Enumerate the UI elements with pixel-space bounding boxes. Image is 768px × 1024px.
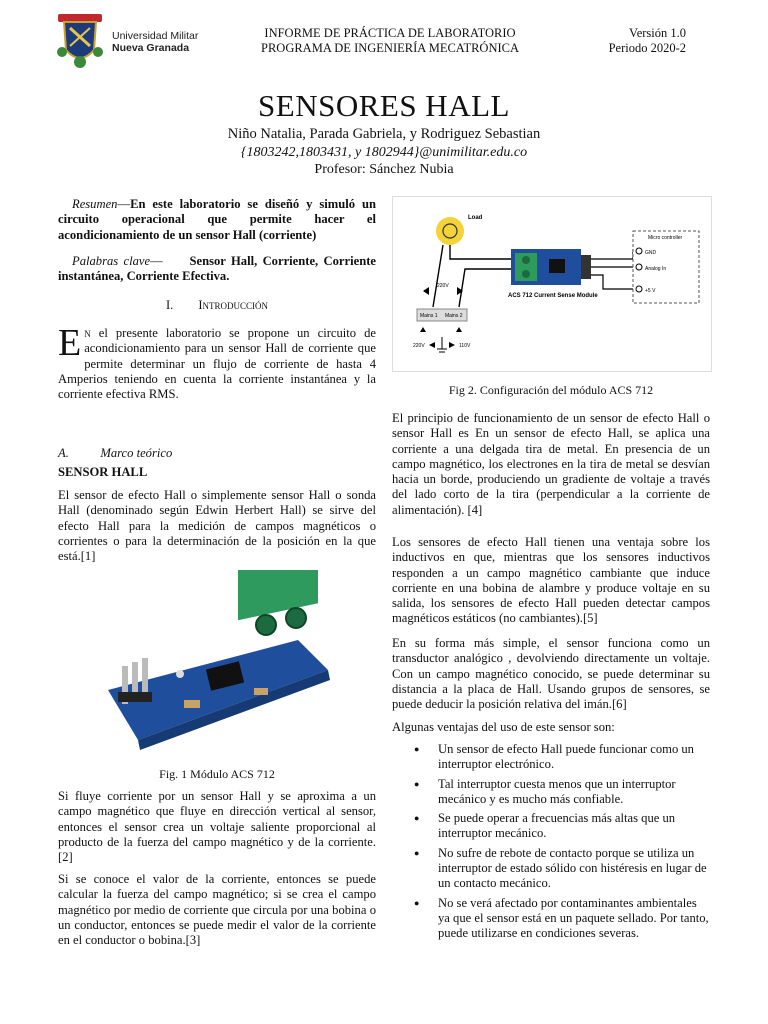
gnd-label: GND [645, 250, 657, 256]
institution-name-line2: Nueva Granada [112, 42, 190, 54]
right-paragraph-1: El principio de funcionamiento de un sensor de efecto Hall o sensor Hall es En un sensor de efecto Hall, se aplica una corriente a una delgada tira de metal. En presencia de un campo magnético, los electrones en la tira de metal se desvían hacia un borde, produciendo un gradiente de voltaje a través del lado corto de la tira (perpendicular a la corriente de alimentación). [4] [392, 411, 710, 517]
professor: Profesor: Sánchez Nubia [314, 162, 454, 177]
header-version: Versión 1.0 [629, 26, 686, 40]
keywords [58, 254, 376, 285]
left-paragraph-2: Si fluye corriente por un sensor Hall y se aproxima a un campo magnético que fluye en dirección vertical al sensor, entonces el sensor crea un voltaje saliente proporcional al producto de la fuerza del campo magnético y de la corriente.[2] [58, 789, 376, 865]
header-right [590, 26, 686, 56]
keywords-label: Palabras clave [72, 254, 151, 268]
figure-1-acs712-image [98, 570, 338, 760]
mains1-label: Mains 1 [420, 313, 438, 319]
list-item: ● Un sensor de efecto Hall puede funcionar como un interruptor electrónico. [392, 742, 710, 773]
v2-label: 220V [413, 343, 425, 349]
figure-2-diagram [392, 196, 712, 372]
figure-2-caption: Fig 2. Configuración del módulo ACS 712 [448, 383, 654, 397]
section-title: Introducción [198, 298, 268, 312]
right-paragraph-3: En su forma más simple, el sensor funciona como un transductor analógico , devolviendo directamente un voltaje. Con un campo magnético conocido, se puede determinar su distancia a la placa de Hall. Usando grupos de sensores, se puede deducir la posición relativa del imán.[6] [392, 636, 710, 712]
v3-label: 110V [459, 343, 471, 349]
abstract-dash: — [117, 197, 131, 211]
bulb-icon [436, 217, 464, 245]
list-item: ● Tal interruptor cuesta menos que un interruptor mecánico y es mucho más confiable. [392, 777, 710, 808]
analog-label: Analog In [645, 266, 667, 272]
right-paragraph-2: Los sensores de efecto Hall tienen una ventaja sobre los inductivos en que, mientras que los sensores inductivos responden a un campo magnético cambiante que induce corriente en una bobina de alambre y produce voltaje en su salida, los sensores de efecto Hall pueden detectar campos magnéticos estáticos (no cambiantes).[5] [392, 535, 710, 626]
header-center [240, 26, 540, 56]
dropcap: E [58, 322, 82, 364]
section-number: I. [166, 298, 174, 312]
micro-label: Micro controller [648, 235, 683, 241]
list-item: ● Se puede operar a frecuencias más altas que un interruptor mecánico. [392, 811, 710, 842]
advantages-list [392, 742, 710, 946]
abstract [58, 197, 376, 243]
figure-1-caption: Fig. 1 Módulo ACS 712 [159, 767, 275, 781]
keywords-dash: — [150, 254, 163, 268]
left-paragraph-1: El sensor de efecto Hall o simplemente sensor Hall o sonda Hall (denominado según Edwin Herbert Hall) se sirve del efecto Hall para la medición de campos magnéticos o corrientes o para la determinación de la posición en la que está.[1] [58, 488, 376, 564]
v1-label: 220V [437, 283, 449, 289]
keywords-text: Sensor Hall, Corriente, Corriente instantánea, Corriente Efectiva. [58, 254, 376, 284]
subsection-title: Marco teórico [100, 446, 173, 460]
section-heading [58, 298, 376, 313]
intro-lead: n [84, 326, 91, 340]
module-label: ACS 712 Current Sense Module [508, 293, 598, 299]
intro-text: el presente laboratorio se propone un circuito de acondicionamiento para un sensor Hall de corriente que permite determinar un flujo de corriente de hasta 4 Amperios teniendo en cuenta la corriente instantánea y la corriente efectiva RMS. [58, 326, 376, 402]
author-emails: {1803242,1803431, y 1802944}@unimilitar.edu.co [240, 145, 528, 160]
load-label: Load [468, 215, 483, 221]
mains2-label: Mains 2 [445, 313, 463, 319]
vcc-label: +5 V [645, 288, 656, 294]
paper-title: SENSORES HALL [258, 88, 510, 123]
right-paragraph-4: Algunas ventajas del uso de este sensor son: [392, 720, 615, 734]
left-paragraph-3: Si se conoce el valor de la corriente, entonces se puede calcular la fuerza del campo magnético; si se crea el campo magnético por medio de corriente que circula por una bobina o un conductor, entonces se puede medir el valor de la corriente en el conductor o bobina.[3] [58, 872, 376, 948]
institution-name-line1: Universidad Militar [112, 30, 199, 42]
header-period: Periodo 2020-2 [608, 41, 686, 55]
abstract-label: Resumen [72, 197, 118, 211]
list-item: ● No sufre de rebote de contacto porque se utiliza un interruptor de estado sólido con histéresis en lugar de un contacto mecánico. [392, 846, 710, 892]
header-program: PROGRAMA DE INGENIERÍA MECATRÓNICA [261, 41, 519, 55]
sensor-hall-heading: SENSOR HALL [58, 465, 148, 479]
subsection-heading [58, 446, 376, 461]
header-report-type: INFORME DE PRÁCTICA DE LABORATORIO [264, 26, 516, 40]
subsection-letter: A. [58, 446, 69, 460]
authors: Niño Natalia, Parada Gabriela, y Rodriguez Sebastian [227, 126, 541, 142]
abstract-text: En este laboratorio se diseñó y simuló un circuito operacional que permite hacer el acondicionamiento de un sensor Hall (corriente) [58, 197, 376, 242]
intro-paragraph [58, 322, 376, 402]
list-item: ● No se verá afectado por contaminantes ambientales ya que el sensor está en un paquete sellado. Por tanto, puede utilizarse en condiciones severas. [392, 896, 710, 942]
